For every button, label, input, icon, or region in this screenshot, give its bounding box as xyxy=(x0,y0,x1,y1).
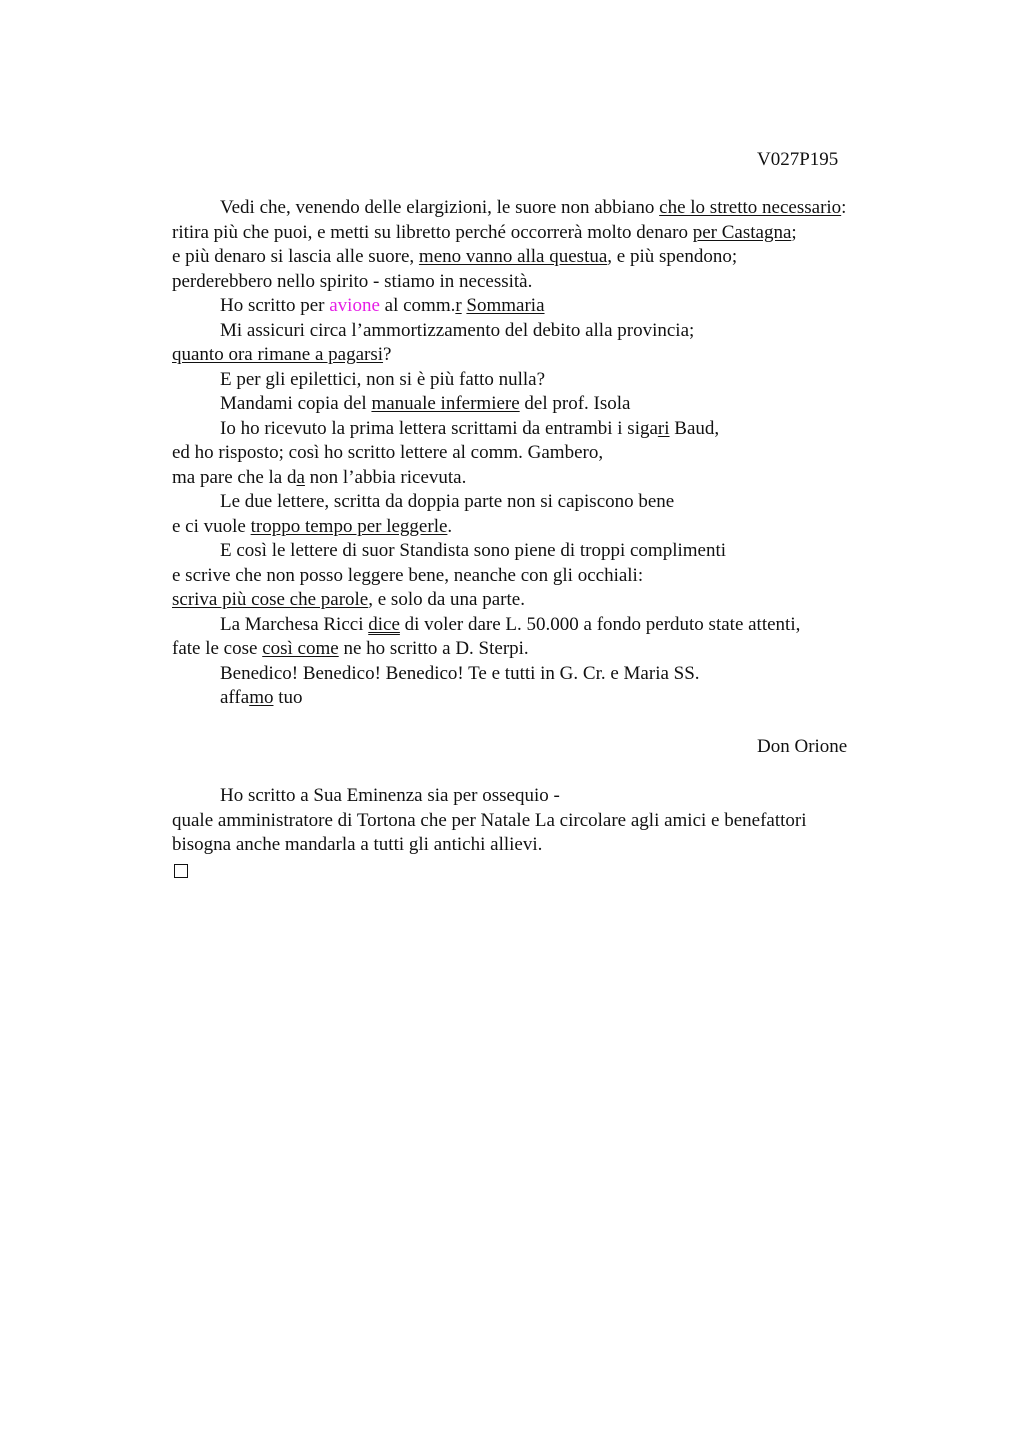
document-reference-code: V027P195 xyxy=(757,149,839,170)
letter-line-19 xyxy=(172,637,972,662)
postscript-line-1: Ho scritto a Sua Eminenza sia per ossequio - xyxy=(220,785,560,806)
underlined-segment: manuale infermiere xyxy=(371,393,520,414)
text-segment: , e solo da una parte. xyxy=(368,589,525,610)
text-segment: non l’abbia ricevuta. xyxy=(304,466,467,488)
text-segment: al comm. xyxy=(379,295,456,316)
text-segment: ma pare che la d xyxy=(172,466,297,488)
text-segment: del prof. Isola xyxy=(519,393,631,414)
double-underlined-segment: dice xyxy=(368,613,400,635)
underlined-segment: scriva più cose che parole xyxy=(172,589,369,610)
text-segment: ; xyxy=(791,221,797,243)
text-segment: affa xyxy=(220,687,250,708)
letter-line-3 xyxy=(172,245,972,270)
text-segment: Ho scritto per xyxy=(220,295,330,316)
blank-line xyxy=(172,711,972,736)
letter-line-16: e scrive che non posso leggere bene, neanche con gli occhiali: xyxy=(172,564,644,586)
underlined-segment: per Castagna xyxy=(692,221,792,243)
letter-line-6: Mi assicuri circa l’ammortizzamento del debito alla provincia; xyxy=(220,319,695,341)
letter-line-9 xyxy=(172,392,972,417)
text-segment: Io ho ricevuto la prima lettera scrittami da entrambi i siga xyxy=(220,417,658,439)
text-segment: fate le cose xyxy=(172,638,263,659)
text-segment: Vedi che, venendo delle elargizioni, le suore non abbiano xyxy=(220,197,660,218)
text-segment: ne ho scritto a D. Sterpi. xyxy=(338,638,529,659)
underlined-segment: Sommaria xyxy=(466,295,545,316)
letter-line-14 xyxy=(172,515,972,540)
end-marker xyxy=(172,858,972,883)
text-segment: e più denaro si lascia alle suore, xyxy=(172,246,419,267)
underlined-segment: meno vanno alla questua xyxy=(418,246,608,267)
underlined-segment: così come xyxy=(262,638,339,659)
text-segment: La Marchesa Ricci xyxy=(220,613,369,635)
letter-line-17 xyxy=(172,588,972,613)
blank-line xyxy=(172,760,972,785)
underlined-segment: mo xyxy=(249,687,274,708)
letter-line-20: Benedico! Benedico! Benedico! Te e tutti in G. Cr. e Maria SS. xyxy=(220,662,700,684)
letter-line-7 xyxy=(172,343,972,368)
underlined-segment: quanto ora rimane a pagarsi xyxy=(172,344,384,365)
highlighted-word: avione xyxy=(329,295,380,316)
text-segment: di voler dare L. 50.000 a fondo perduto state attenti, xyxy=(399,613,801,635)
text-segment: . xyxy=(447,515,453,537)
letter-line-4: perderebbero nello spirito - stiamo in necessità. xyxy=(172,270,533,292)
letter-line-11: ed ho risposto; così ho scritto lettere al comm. Gambero, xyxy=(172,442,604,463)
text-segment: , e più spendono; xyxy=(607,246,738,267)
letter-line-13: Le due lettere, scritta da doppia parte non si capiscono bene xyxy=(220,491,675,512)
empty-box-icon xyxy=(174,864,188,878)
letter-body xyxy=(172,196,972,882)
text-segment: e ci vuole xyxy=(172,515,251,537)
text-segment: ? xyxy=(383,344,392,365)
letter-line-21 xyxy=(172,686,972,711)
text-segment: Baud, xyxy=(669,417,720,439)
letter-line-15: E così le lettere di suor Standista sono piene di troppi complimenti xyxy=(220,540,727,561)
letter-line-8: E per gli epilettici, non si è più fatto nulla? xyxy=(220,368,546,390)
letter-line-12 xyxy=(172,466,972,491)
letter-line-10 xyxy=(172,417,972,442)
underlined-segment: a xyxy=(296,466,305,488)
text-segment: : xyxy=(841,197,847,218)
text-segment: tuo xyxy=(273,687,303,708)
letter-line-18 xyxy=(172,613,972,638)
signature: Don Orione xyxy=(757,736,848,757)
letter-line-5 xyxy=(172,294,972,319)
letter-line-1 xyxy=(172,196,972,221)
underlined-segment: ri xyxy=(657,417,670,439)
postscript-line-3: bisogna anche mandarla a tutti gli antichi allievi. xyxy=(172,834,543,855)
text-segment: ritira più che puoi, e metti su libretto perché occorrerà molto denaro xyxy=(172,221,693,243)
postscript-line-2: quale amministratore di Tortona che per Natale La circolare agli amici e benefattori xyxy=(172,809,807,831)
letter-line-2 xyxy=(172,221,972,246)
underlined-segment: che lo stretto necessario xyxy=(659,197,842,218)
underlined-segment: troppo tempo per leggerle xyxy=(250,515,448,537)
text-segment: Mandami copia del xyxy=(220,393,372,414)
underlined-segment: r xyxy=(455,295,462,316)
